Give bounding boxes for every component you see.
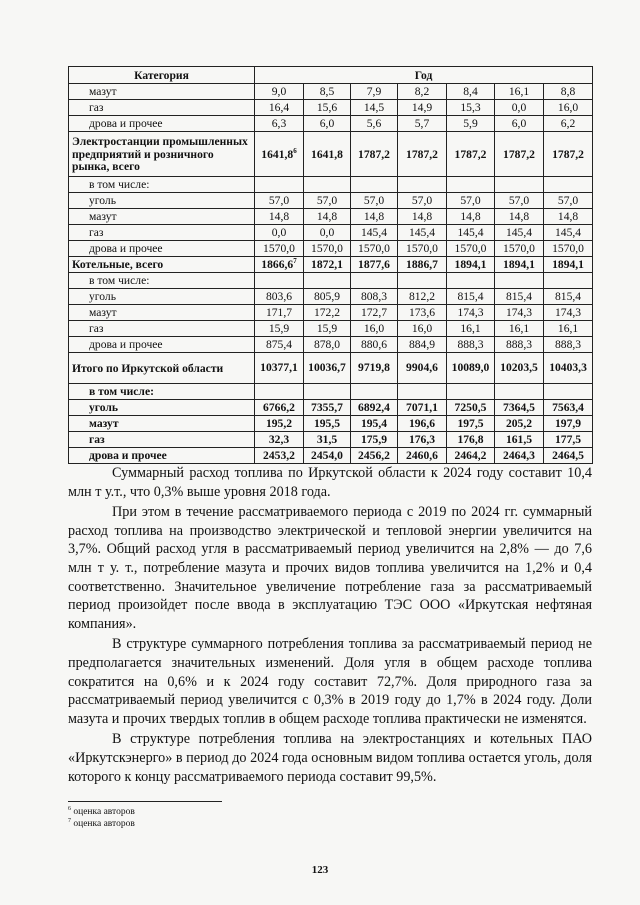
body-text [68, 464, 592, 788]
table-cell: 14,9 [398, 100, 447, 116]
row-label: дрова и прочее [69, 337, 255, 353]
table-cell: 16,1 [495, 321, 544, 337]
table-cell: 1877,6 [351, 257, 398, 273]
table-cell [255, 177, 304, 193]
table-cell [544, 177, 593, 193]
table-cell: 195,2 [255, 416, 304, 432]
table-cell: 2456,2 [351, 448, 398, 464]
row-label: газ [69, 432, 255, 448]
table-cell: 1641,8 [304, 132, 351, 177]
row-label: уголь [69, 289, 255, 305]
table-cell: 16,0 [398, 321, 447, 337]
table-cell: 6,0 [304, 116, 351, 132]
table-cell: 16,1 [495, 84, 544, 100]
table-cell: 8,4 [447, 84, 495, 100]
row-label: в том числе: [69, 177, 255, 193]
table-cell: 173,6 [398, 305, 447, 321]
table-cell [351, 273, 398, 289]
table-cell: 57,0 [398, 193, 447, 209]
table-cell: 1570,0 [495, 241, 544, 257]
table-cell [255, 273, 304, 289]
table-cell: 1866,6$^7$ [255, 257, 304, 273]
table-cell: 803,6 [255, 289, 304, 305]
table-cell: 145,4 [495, 225, 544, 241]
table-cell: 14,8 [351, 209, 398, 225]
table-cell: 875,4 [255, 337, 304, 353]
table-cell: 145,4 [398, 225, 447, 241]
table-row [69, 416, 593, 432]
table-cell: 8,5 [304, 84, 351, 100]
table-cell: 6892,4 [351, 400, 398, 416]
row-label: уголь [69, 400, 255, 416]
table-cell: 205,2 [495, 416, 544, 432]
table-cell [351, 177, 398, 193]
table-cell: 1872,1 [304, 257, 351, 273]
table-cell: 15,6 [304, 100, 351, 116]
table-cell: 14,8 [447, 209, 495, 225]
table-cell: 16,4 [255, 100, 304, 116]
footnote-ref: 7 [293, 257, 297, 266]
row-label: Электростанции промышленных предприятий и розничного рынка, всего [69, 132, 255, 177]
table-row [69, 273, 593, 289]
footnote-divider [68, 801, 222, 802]
table-row [69, 116, 593, 132]
table-cell: 175,9 [351, 432, 398, 448]
table-row [69, 209, 593, 225]
table-cell: 10036,7 [304, 353, 351, 384]
table-cell: 16,0 [351, 321, 398, 337]
paragraph: В структуре суммарного потребления топлива за рассматриваемый период не предполагается значительных изменений. Доля угля в общем расходе топлива сократится на 0,6% и к 2024 году составит 72,7%. Доля природного газа за рассматриваемый период увеличится с 0,3% в 2019 году до 1,7% в 2024 году. Доли мазута и прочих твердых топлив в общем расходе топлива практически не изменятся. [68, 636, 592, 727]
table-cell: 16,0 [544, 100, 593, 116]
table-cell: 15,9 [255, 321, 304, 337]
table-cell: 878,0 [304, 337, 351, 353]
table-cell [398, 273, 447, 289]
table-cell: 7250,5 [447, 400, 495, 416]
paragraph: В структуре потребления топлива на электростанциях и котельных ПАО «Иркутскэнерго» в период до 2024 года основным видом топлива остается уголь, доля которого к концу рассматриваемого периода составит 99,5%. [68, 731, 592, 785]
table-cell [255, 384, 304, 400]
table-cell: 880,6 [351, 337, 398, 353]
table-cell: 888,3 [495, 337, 544, 353]
row-label: Котельные, всего [69, 257, 255, 273]
table-cell: 0,0 [255, 225, 304, 241]
table-row [69, 384, 593, 400]
row-label: дрова и прочее [69, 116, 255, 132]
table-cell [544, 384, 593, 400]
row-label: в том числе: [69, 384, 255, 400]
table-row [69, 289, 593, 305]
table-cell: 57,0 [304, 193, 351, 209]
table-cell: 195,4 [351, 416, 398, 432]
table-cell: 7364,5 [495, 400, 544, 416]
table-cell: 14,8 [398, 209, 447, 225]
table-cell: 15,9 [304, 321, 351, 337]
table-cell: 171,7 [255, 305, 304, 321]
table-cell: 1570,0 [398, 241, 447, 257]
table-cell [398, 177, 447, 193]
row-label: уголь [69, 193, 255, 209]
header-category: Категория [69, 67, 255, 84]
table-cell: 16,1 [447, 321, 495, 337]
table-cell: 15,3 [447, 100, 495, 116]
table-cell: 1641,8$^6$ [255, 132, 304, 177]
table-row [69, 84, 593, 100]
table-cell: 7071,1 [398, 400, 447, 416]
table-cell: 176,3 [398, 432, 447, 448]
table-cell: 14,5 [351, 100, 398, 116]
table-cell: 57,0 [447, 193, 495, 209]
table-cell: 815,4 [544, 289, 593, 305]
table-cell: 805,9 [304, 289, 351, 305]
paragraph: При этом в течение рассматриваемого периода с 2019 по 2024 гг. суммарный расход топлива на производство электрической и тепловой энергии увеличится на 3,7%. Общий расход угля в рассматриваемый период увеличится на 2,8% — до 7,6 млн т у. т., потребление мазута и прочих видов топлива увеличится на 1,2% и 0,4 соответственно. Значительное увеличение потребление газа за рассматриваемый период произойдет после ввода в эксплуатацию ТЭС ООО «Иркутская нефтяная компания». [68, 504, 592, 632]
table-cell: 7563,4 [544, 400, 593, 416]
row-label: газ [69, 100, 255, 116]
table-cell: 57,0 [495, 193, 544, 209]
footnote: $^7$ оценка авторов [68, 817, 135, 829]
table-cell [495, 273, 544, 289]
table-cell: 1894,1 [495, 257, 544, 273]
table-row [69, 353, 593, 384]
table-row [69, 177, 593, 193]
table-cell: 6,3 [255, 116, 304, 132]
row-label: мазут [69, 84, 255, 100]
table-row [69, 100, 593, 116]
table-cell: 888,3 [447, 337, 495, 353]
table-cell: 145,4 [351, 225, 398, 241]
table-cell: 10403,3 [544, 353, 593, 384]
table-row [69, 400, 593, 416]
table-cell: 14,8 [544, 209, 593, 225]
table-cell [351, 384, 398, 400]
table-cell: 31,5 [304, 432, 351, 448]
paragraph: Суммарный расход топлива по Иркутской области к 2024 году составит 10,4 млн т у.т., что 0,3% выше уровня 2018 года. [68, 465, 592, 500]
row-label: газ [69, 225, 255, 241]
table-cell: 145,4 [447, 225, 495, 241]
table-cell: 2464,2 [447, 448, 495, 464]
row-label: дрова и прочее [69, 241, 255, 257]
table-row [69, 241, 593, 257]
table-row [69, 305, 593, 321]
table-cell [495, 177, 544, 193]
table-header-row [69, 67, 593, 84]
table-cell: 0,0 [495, 100, 544, 116]
table-cell: 1894,1 [447, 257, 495, 273]
table-cell: 7,9 [351, 84, 398, 100]
table-cell: 195,5 [304, 416, 351, 432]
footnote-ref: 6 [293, 146, 297, 155]
table-cell: 6766,2 [255, 400, 304, 416]
table-cell: 32,3 [255, 432, 304, 448]
fuel-consumption-table [68, 66, 593, 464]
row-label: мазут [69, 209, 255, 225]
table-cell: 1570,0 [304, 241, 351, 257]
table-cell [398, 384, 447, 400]
table-cell: 161,5 [495, 432, 544, 448]
row-label: мазут [69, 305, 255, 321]
table-row [69, 321, 593, 337]
table-cell: 1894,1 [544, 257, 593, 273]
row-label: Итого по Иркутской области [69, 353, 255, 384]
table-cell: 57,0 [544, 193, 593, 209]
table-cell: 2454,0 [304, 448, 351, 464]
table-cell: 2460,6 [398, 448, 447, 464]
table-cell: 57,0 [255, 193, 304, 209]
table-cell: 1787,2 [544, 132, 593, 177]
table-cell: 176,8 [447, 432, 495, 448]
table-cell: 174,3 [544, 305, 593, 321]
table-cell: 10203,5 [495, 353, 544, 384]
table-cell: 6,2 [544, 116, 593, 132]
table-cell: 196,6 [398, 416, 447, 432]
table-row [69, 225, 593, 241]
table-cell: 9,0 [255, 84, 304, 100]
table-cell: 8,2 [398, 84, 447, 100]
table-row [69, 257, 593, 273]
table-cell [495, 384, 544, 400]
table-cell: 5,9 [447, 116, 495, 132]
table-cell [447, 177, 495, 193]
table-cell: 6,0 [495, 116, 544, 132]
table-cell: 815,4 [495, 289, 544, 305]
table-body [69, 84, 593, 464]
header-year: Год [255, 67, 593, 84]
table-cell: 10377,1 [255, 353, 304, 384]
table-cell [544, 273, 593, 289]
table-cell: 1787,2 [447, 132, 495, 177]
table-cell: 2464,5 [544, 448, 593, 464]
table-cell: 1787,2 [351, 132, 398, 177]
table-cell: 5,6 [351, 116, 398, 132]
table-cell: 9904,6 [398, 353, 447, 384]
table-cell: 815,4 [447, 289, 495, 305]
table-cell: 8,8 [544, 84, 593, 100]
table-row [69, 193, 593, 209]
table-cell: 2453,2 [255, 448, 304, 464]
table-cell: 1787,2 [398, 132, 447, 177]
table-cell [447, 384, 495, 400]
table-cell: 808,3 [351, 289, 398, 305]
table-cell: 1886,7 [398, 257, 447, 273]
table-cell: 1570,0 [447, 241, 495, 257]
table-cell: 7355,7 [304, 400, 351, 416]
table-cell [447, 273, 495, 289]
table-cell: 172,7 [351, 305, 398, 321]
row-label: дрова и прочее [69, 448, 255, 464]
row-label: в том числе: [69, 273, 255, 289]
footnote: $^6$ оценка авторов [68, 805, 135, 817]
table-cell: 2464,3 [495, 448, 544, 464]
table-row [69, 337, 593, 353]
table-cell: 174,3 [447, 305, 495, 321]
table-cell: 884,9 [398, 337, 447, 353]
table-cell: 145,4 [544, 225, 593, 241]
table-cell: 14,8 [495, 209, 544, 225]
table-cell: 14,8 [255, 209, 304, 225]
table-cell: 1787,2 [495, 132, 544, 177]
row-label: мазут [69, 416, 255, 432]
table-cell: 9719,8 [351, 353, 398, 384]
table-cell [304, 273, 351, 289]
table-cell: 5,7 [398, 116, 447, 132]
table-cell [304, 177, 351, 193]
footnotes [68, 806, 368, 830]
table-cell: 1570,0 [544, 241, 593, 257]
table-cell: 1570,0 [351, 241, 398, 257]
table-cell: 14,8 [304, 209, 351, 225]
table-cell: 10089,0 [447, 353, 495, 384]
table-cell: 1570,0 [255, 241, 304, 257]
table-cell: 0,0 [304, 225, 351, 241]
table-cell: 172,2 [304, 305, 351, 321]
table-cell: 174,3 [495, 305, 544, 321]
table-cell: 177,5 [544, 432, 593, 448]
table-row [69, 432, 593, 448]
table-cell: 812,2 [398, 289, 447, 305]
table-cell [304, 384, 351, 400]
table-row [69, 448, 593, 464]
table-cell: 888,3 [544, 337, 593, 353]
table-row [69, 132, 593, 177]
table-cell: 197,9 [544, 416, 593, 432]
row-label: газ [69, 321, 255, 337]
table-cell: 57,0 [351, 193, 398, 209]
page-number: 123 [311, 864, 329, 876]
table-cell: 16,1 [544, 321, 593, 337]
table-cell: 197,5 [447, 416, 495, 432]
